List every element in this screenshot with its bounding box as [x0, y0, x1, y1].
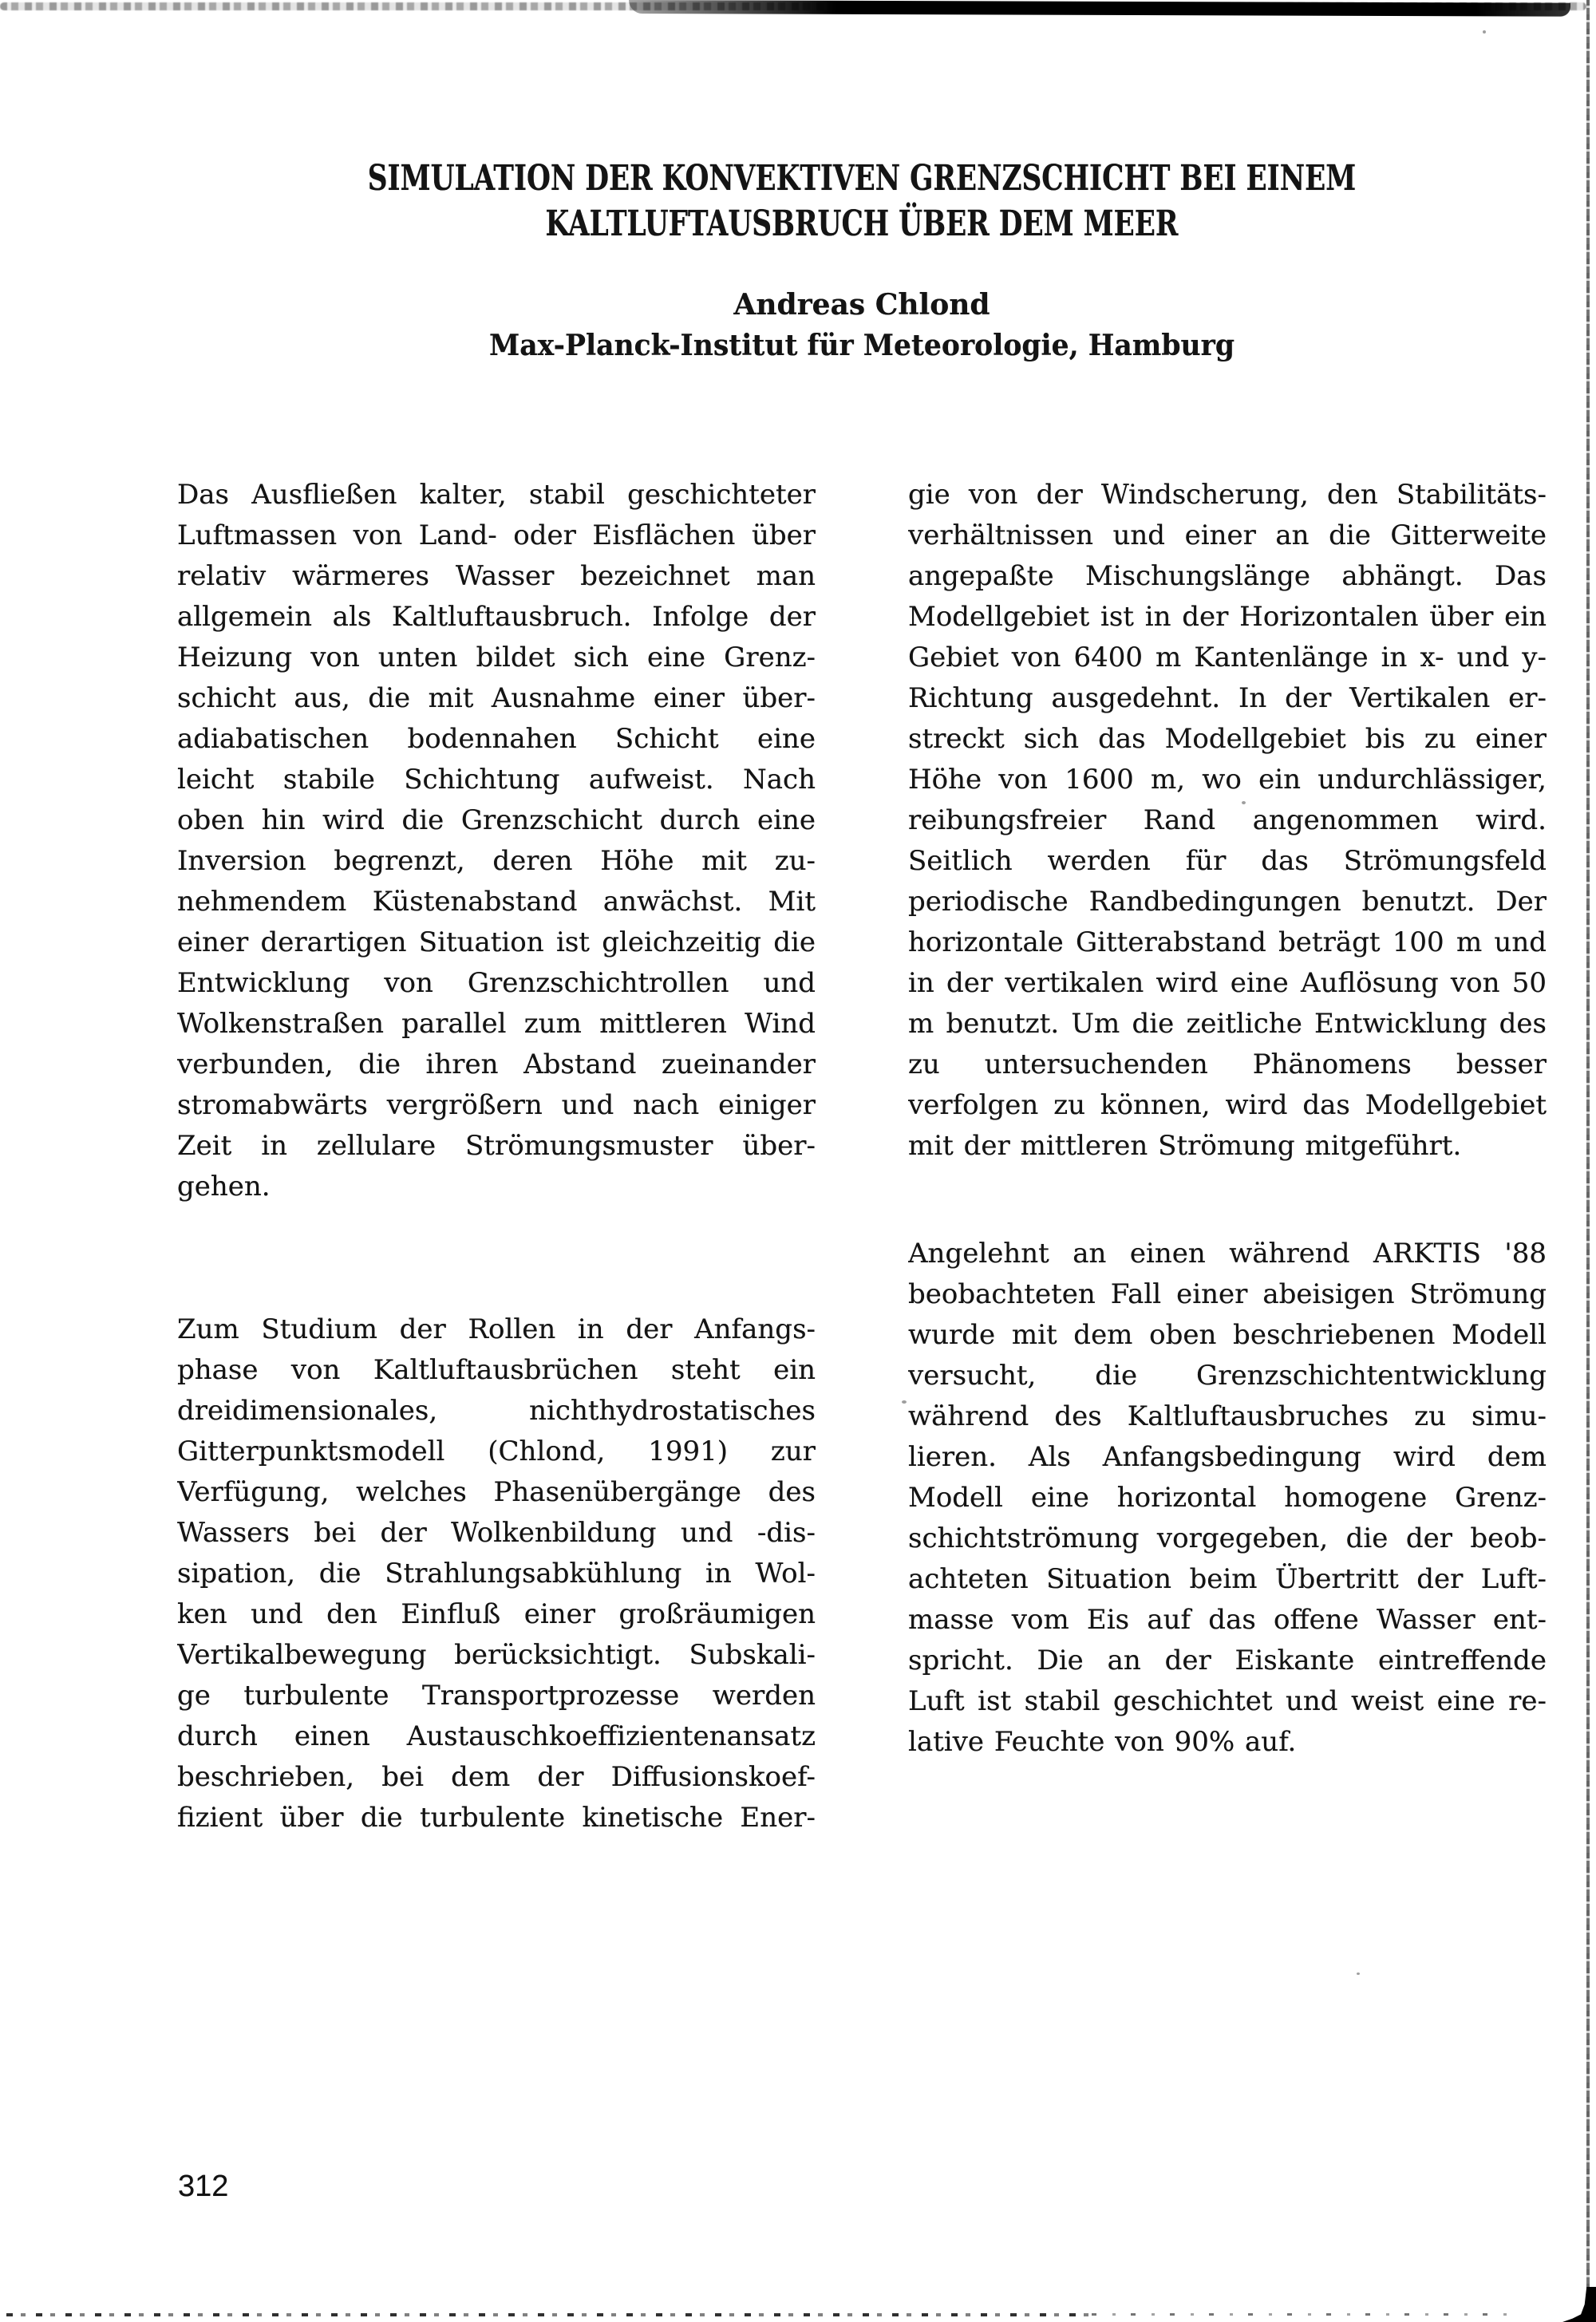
text-line: ken und den Einfluß einer großräumigen: [177, 1598, 816, 1630]
text-line: Wassers bei der Wolkenbildung und -dis-: [177, 1517, 816, 1549]
scan-artifact-bottom-dashes-faint: [1092, 2313, 1507, 2316]
text-line: Verfügung, welches Phasenübergänge des: [177, 1476, 816, 1508]
text-line: angepaßte Mischungslänge abhängt. Das: [908, 560, 1547, 592]
scan-artifact-bottom-dashes: [6, 2313, 1092, 2316]
text-line: Zeit in zellulare Strömungsmuster über-: [177, 1130, 816, 1162]
text-line: schichtströmung vorgegeben, die der beob-: [908, 1522, 1547, 1554]
text-line: Das Ausfließen kalter, stabil geschichteter: [177, 479, 816, 511]
text-line: oben hin wird die Grenzschicht durch eine: [177, 804, 816, 836]
text-line: Höhe von 1600 m, wo ein undurchlässiger,: [908, 764, 1547, 796]
scan-speck: [1357, 1973, 1360, 1975]
left-column: [177, 475, 816, 1838]
text-line: Gebiet von 6400 m Kantenlänge in x- und y-: [908, 642, 1547, 673]
text-line: periodische Randbedingungen benutzt. Der: [908, 886, 1547, 918]
text-line: Entwicklung von Grenzschichtrollen und: [177, 967, 816, 999]
author-affiliation: Max-Planck-Institut für Meteorologie, Hamburg: [488, 329, 1235, 362]
paragraph: [908, 475, 1547, 1167]
text-line: fizient über die turbulente kinetische Ener-: [177, 1802, 816, 1834]
text-line: horizontale Gitterabstand beträgt 100 m und: [908, 926, 1547, 958]
text-line: verfolgen zu können, wird das Modellgebiet: [908, 1089, 1547, 1121]
text-line: Angelehnt an einen während ARKTIS '88: [908, 1238, 1547, 1270]
text-line: Luft ist stabil geschichtet und weist eine re-: [908, 1685, 1547, 1717]
text-line: sipation, die Strahlungsabkühlung in Wol-: [177, 1558, 816, 1589]
text-line: Vertikalbewegung berücksichtigt. Subskali-: [177, 1639, 816, 1671]
text-line: schicht aus, die mit Ausnahme einer über-: [177, 682, 816, 714]
text-line: gehen.: [177, 1171, 271, 1202]
text-line: relativ wärmeres Wasser bezeichnet man: [177, 560, 816, 592]
text-line: ge turbulente Transportprozesse werden: [177, 1680, 816, 1712]
text-line: lieren. Als Anfangsbedingung wird dem: [908, 1441, 1547, 1473]
text-line: versucht, die Grenzschichtentwicklung: [908, 1360, 1547, 1392]
text-line: gie von der Windscherung, den Stabilitäts-: [908, 479, 1547, 511]
author-name: Andreas Chlond: [733, 288, 990, 322]
text-line: Wolkenstraßen parallel zum mittleren Wind: [177, 1008, 816, 1040]
text-line: verhältnissen und einer an die Gitterweite: [908, 519, 1547, 551]
text-line: stromabwärts vergrößern und nach einiger: [177, 1089, 816, 1121]
paper-title-line-2: KALTLUFTAUSBRUCH ÜBER DEM MEER: [545, 203, 1179, 244]
text-line: leicht stabile Schichtung aufweist. Nach: [177, 764, 816, 796]
scan-artifact-right-edge-line: [1586, 0, 1590, 2322]
text-line: achteten Situation beim Übertritt der Luft-: [908, 1563, 1547, 1595]
text-line: allgemein als Kaltluftausbruch. Infolge der: [177, 601, 816, 633]
text-line: während des Kaltluftausbruches zu simu-: [908, 1400, 1547, 1432]
text-line: phase von Kaltluftausbrüchen steht ein: [177, 1354, 816, 1386]
text-line: beschrieben, bei dem der Diffusionskoef-: [177, 1761, 816, 1793]
text-line: Inversion begrenzt, deren Höhe mit zu-: [177, 845, 816, 877]
text-line: m benutzt. Um die zeitliche Entwicklung des: [908, 1008, 1547, 1040]
text-line: verbunden, die ihren Abstand zueinander: [177, 1048, 816, 1080]
paragraph: [177, 475, 816, 1207]
text-line: Seitlich werden für das Strömungsfeld: [908, 845, 1547, 877]
text-line: adiabatischen bodennahen Schicht eine: [177, 723, 816, 755]
page-number: 312: [178, 2170, 229, 2203]
text-line: streckt sich das Modellgebiet bis zu einer: [908, 723, 1547, 755]
paragraph: [177, 1309, 816, 1838]
text-line: Modellgebiet ist in der Horizontalen über ein: [908, 601, 1547, 633]
scan-artifact-top-black-band: [629, 0, 1570, 17]
text-line: nehmendem Küstenabstand anwächst. Mit: [177, 886, 816, 918]
text-line: dreidimensionales, nichthydrostatisches: [177, 1395, 816, 1427]
text-line: masse vom Eis auf das offene Wasser ent-: [908, 1604, 1547, 1636]
text-line: wurde mit dem oben beschriebenen Modell: [908, 1319, 1547, 1351]
scan-artifact-bottom-right-blob: [1562, 2287, 1596, 2322]
text-line: reibungsfreier Rand angenommen wird.: [908, 804, 1547, 836]
paper-title-line-1: SIMULATION DER KONVEKTIVEN GRENZSCHICHT BEI EINEM: [367, 158, 1357, 199]
text-line: Gitterpunktsmodell (Chlond, 1991) zur: [177, 1435, 816, 1467]
right-column: [908, 475, 1547, 1838]
text-line: Modell eine horizontal homogene Grenz-: [908, 1482, 1547, 1514]
text-line: beobachteten Fall einer abeisigen Strömung: [908, 1278, 1547, 1310]
text-line: Zum Studium der Rollen in der Anfangs-: [177, 1313, 816, 1345]
text-line: zu untersuchenden Phänomens besser: [908, 1048, 1547, 1080]
paper-header: [177, 151, 1547, 365]
text-line: Luftmassen von Land- oder Eisflächen über: [177, 519, 816, 551]
text-line: durch einen Austauschkoeffizientenansatz: [177, 1720, 816, 1752]
text-line: lative Feuchte von 90% auf.: [908, 1726, 1297, 1758]
text-line: spricht. Die an der Eiskante eintreffende: [908, 1645, 1547, 1676]
text-line: einer derartigen Situation ist gleichzeitig die: [177, 926, 816, 958]
text-line: mit der mittleren Strömung mitgeführt.: [908, 1130, 1462, 1162]
text-line: Heizung von unten bildet sich eine Grenz-: [177, 642, 816, 673]
scan-speck: [1483, 30, 1486, 34]
paragraph: [908, 1234, 1547, 1763]
text-line: in der vertikalen wird eine Auflösung von 50: [908, 967, 1547, 999]
abstract-body: [177, 475, 1547, 1838]
text-line: Richtung ausgedehnt. In der Vertikalen er-: [908, 682, 1547, 714]
